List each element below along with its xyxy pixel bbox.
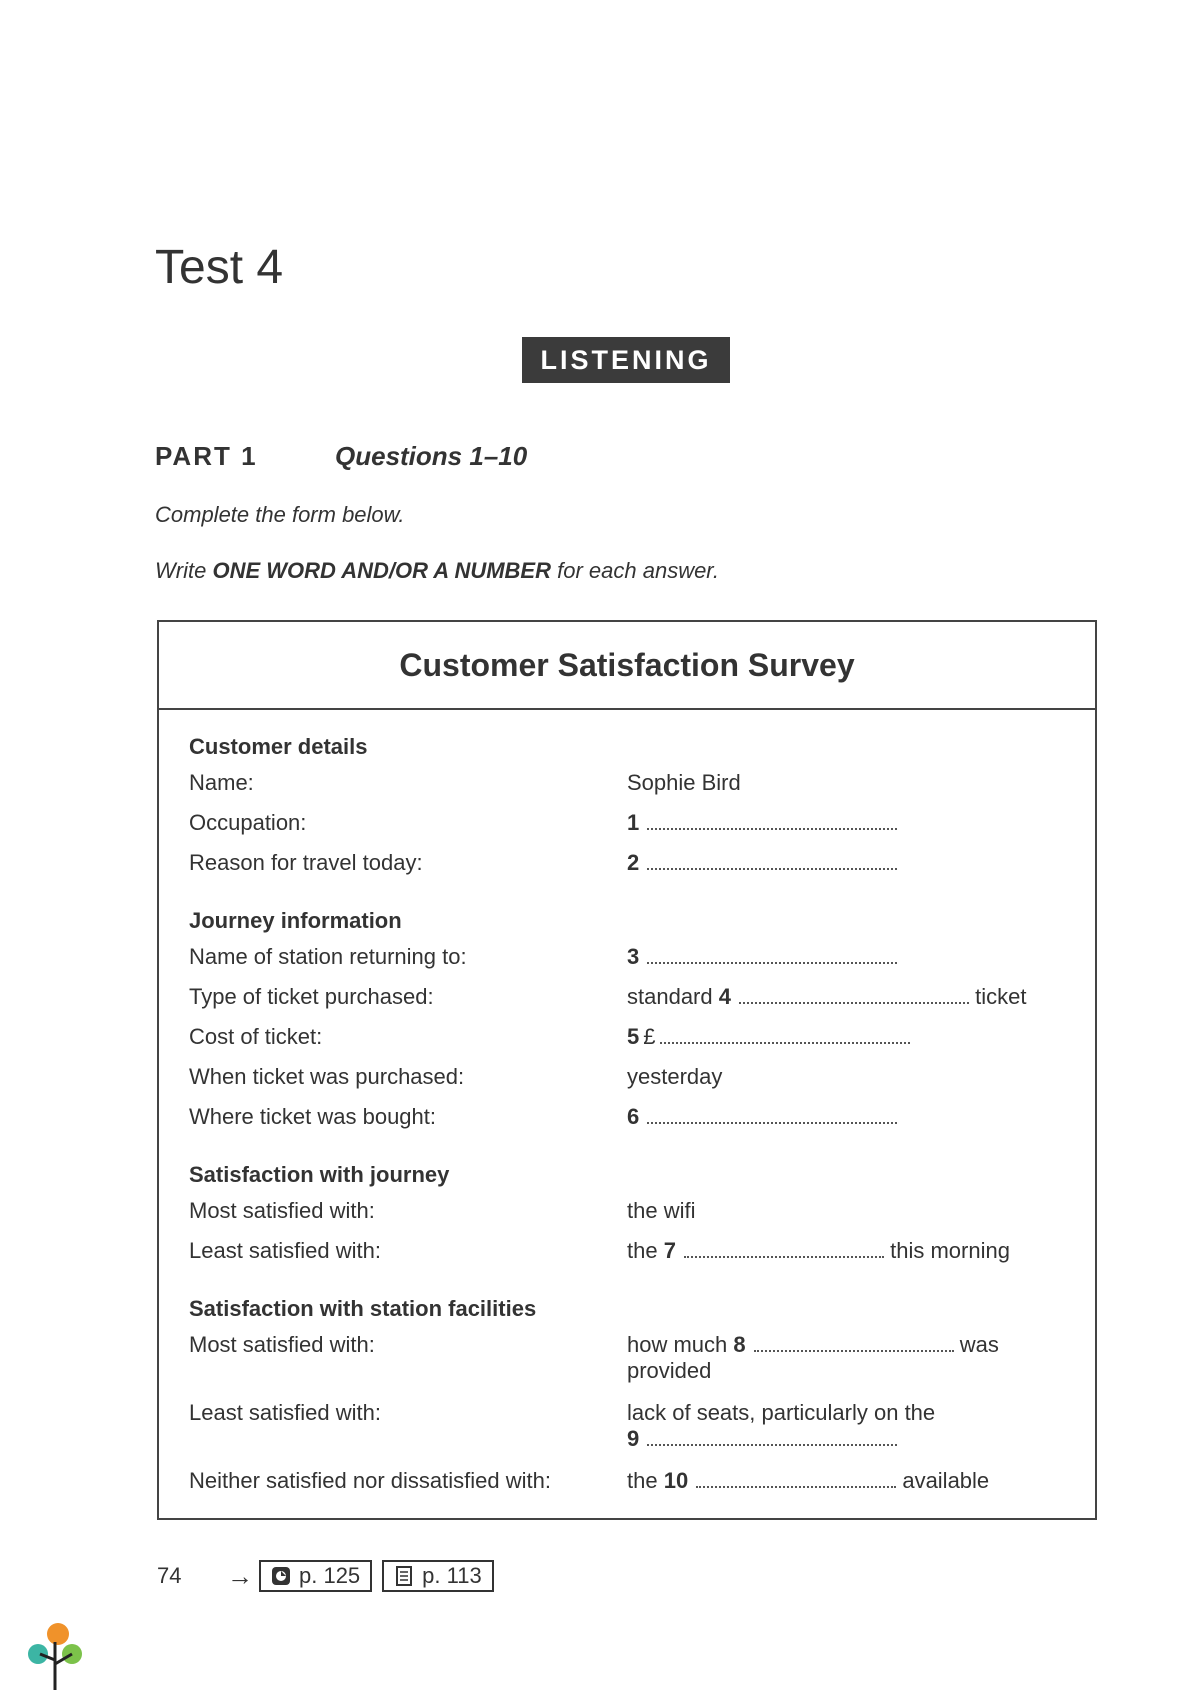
question-number: 2 xyxy=(627,850,640,875)
form-row xyxy=(189,984,1065,1024)
row-value: Sophie Bird xyxy=(627,770,741,795)
document-icon xyxy=(394,1566,414,1586)
answer-blank[interactable] xyxy=(647,1108,897,1124)
answer-blank[interactable] xyxy=(739,988,969,1004)
form-row xyxy=(189,1104,1065,1144)
instruction-line-2 xyxy=(155,558,719,584)
row-label: Type of ticket purchased: xyxy=(189,984,434,1009)
form-row xyxy=(189,1064,1065,1104)
reference-link-audio[interactable] xyxy=(259,1560,372,1592)
audio-icon xyxy=(271,1566,291,1586)
row-label: Neither satisfied nor dissatisfied with: xyxy=(189,1468,551,1493)
question-number: 7 xyxy=(663,1238,676,1263)
row-label: Occupation: xyxy=(189,810,307,835)
question-number: 1 xyxy=(627,810,640,835)
answer-blank[interactable] xyxy=(647,1430,897,1446)
answer-field-2[interactable] xyxy=(627,850,1065,876)
row-label: Least satisfied with: xyxy=(189,1400,381,1425)
form-row xyxy=(189,1400,1065,1468)
row-label: Reason for travel today: xyxy=(189,850,423,875)
row-label: Name of station returning to: xyxy=(189,944,467,969)
form-row xyxy=(189,810,1065,850)
section-banner: LISTENING xyxy=(522,337,730,383)
answer-field-10[interactable] xyxy=(627,1468,1065,1494)
row-label: Most satisfied with: xyxy=(189,1198,375,1223)
page-footer xyxy=(157,1560,504,1592)
answer-blank[interactable] xyxy=(696,1472,896,1488)
question-number: 8 xyxy=(733,1332,746,1357)
answer-field-4[interactable] xyxy=(627,984,1065,1010)
form-row xyxy=(189,1468,1065,1508)
question-number: 6 xyxy=(627,1104,640,1129)
arrow-right-icon: → xyxy=(227,1560,253,1591)
row-label: When ticket was purchased: xyxy=(189,1064,465,1089)
section-heading: Journey information xyxy=(189,908,402,933)
currency-symbol: £ xyxy=(643,1024,656,1049)
section-heading: Customer details xyxy=(189,734,368,759)
row-value: the wifi xyxy=(627,1198,696,1223)
row-label: Least satisfied with: xyxy=(189,1238,381,1263)
answer-field-3[interactable] xyxy=(627,944,1065,970)
reference-link-document[interactable] xyxy=(382,1560,494,1592)
answer-field-9[interactable] xyxy=(627,1400,1065,1452)
reference-label: p. 113 xyxy=(422,1563,482,1588)
value-suffix: this morning xyxy=(890,1238,1010,1263)
value-prefix: the xyxy=(627,1468,658,1493)
question-number: 5 xyxy=(627,1024,640,1049)
question-number: 3 xyxy=(627,944,640,969)
row-label: Where ticket was bought: xyxy=(189,1104,437,1129)
row-label: Cost of ticket: xyxy=(189,1024,323,1049)
question-number: 10 xyxy=(663,1468,689,1493)
form-row xyxy=(189,1238,1065,1278)
value-prefix: the xyxy=(627,1238,658,1263)
form-title: Customer Satisfaction Survey xyxy=(159,622,1095,710)
row-label: Most satisfied with: xyxy=(189,1332,375,1357)
form-row xyxy=(189,1332,1065,1400)
answer-blank[interactable] xyxy=(647,854,897,870)
instruction-prefix: Write xyxy=(155,558,213,583)
page-number: 74 xyxy=(157,1563,182,1588)
form-row xyxy=(189,1198,1065,1238)
part-label: PART 1 xyxy=(155,441,258,471)
row-label: Name: xyxy=(189,770,254,795)
question-number: 9 xyxy=(627,1426,640,1451)
value-prefix: lack of seats, particularly on the xyxy=(627,1400,936,1425)
instruction-line-1: Complete the form below. xyxy=(155,502,405,527)
form-row xyxy=(189,770,1065,810)
section-heading: Satisfaction with station facilities xyxy=(189,1296,537,1321)
part-questions: Questions 1–10 xyxy=(335,441,528,471)
form-row xyxy=(189,1024,1065,1064)
answer-blank[interactable] xyxy=(684,1242,884,1258)
form-body xyxy=(159,710,1095,1508)
tree-logo-icon xyxy=(20,1620,90,1690)
answer-field-8[interactable] xyxy=(627,1332,1065,1384)
row-value: yesterday xyxy=(627,1064,723,1089)
answer-field-6[interactable] xyxy=(627,1104,1065,1130)
question-number: 4 xyxy=(718,984,731,1009)
value-suffix: was provided xyxy=(627,1332,999,1383)
form-row xyxy=(189,944,1065,984)
reference-label: p. 125 xyxy=(299,1563,361,1588)
value-suffix: available xyxy=(902,1468,990,1493)
value-prefix: how much xyxy=(627,1332,728,1357)
answer-field-5[interactable] xyxy=(627,1024,1065,1050)
answer-blank[interactable] xyxy=(647,948,897,964)
form-row xyxy=(189,850,1065,890)
test-title: Test 4 xyxy=(155,241,284,294)
answer-blank[interactable] xyxy=(647,814,897,830)
value-suffix: ticket xyxy=(975,984,1027,1009)
answer-field-7[interactable] xyxy=(627,1238,1065,1264)
instruction-bold: ONE WORD AND/OR A NUMBER xyxy=(212,558,551,583)
value-prefix: standard xyxy=(627,984,713,1009)
instruction-suffix: for each answer. xyxy=(551,558,719,583)
answer-field-1[interactable] xyxy=(627,810,1065,836)
part-header xyxy=(155,441,527,472)
answer-blank[interactable] xyxy=(660,1028,910,1044)
survey-form xyxy=(157,620,1097,1520)
section-heading: Satisfaction with journey xyxy=(189,1162,450,1187)
answer-blank[interactable] xyxy=(754,1336,954,1352)
